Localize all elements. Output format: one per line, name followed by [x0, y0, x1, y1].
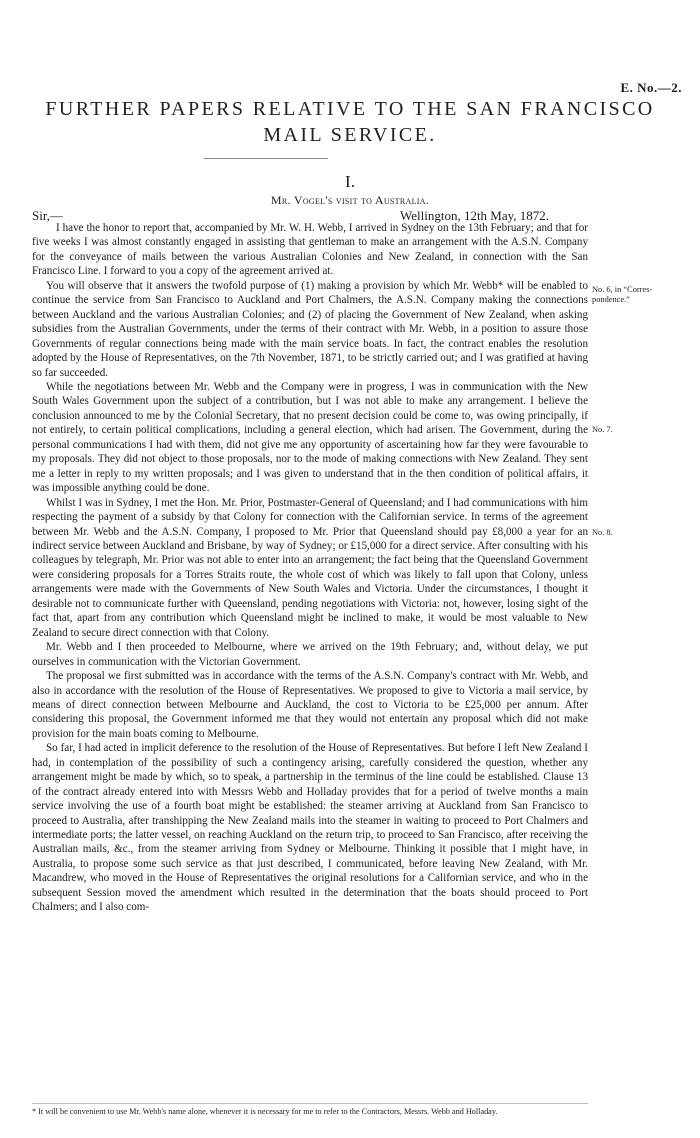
footnote: * It will be convenient to use Mr. Webb's name alone, whenever it is necessary for me to refer to the Contractors, Messrs. Webb and Holladay. [32, 1107, 498, 1116]
paragraph-2: You will observe that it answers the twofold purpose of (1) making a provision by which Mr. Webb* will be enabled to continue the service from San Francisco to Auckland and Port Chalmers, the A.S.N. Company making the connections between Auckland and the various Australian Colonies; and (2) of placing the Government of New Zealand, when asking subsidies from the Australian Governments, under the terms of their contract with Mr. Webb, in a position to assure those Governments of regular connections being made with the main service boats. In fact, the contract enables the resolution adopted by the House of Representatives, on the 7th November, 1871, to be strictly carried out; and I was gratified at having so far succeeded. [32, 279, 588, 379]
margin-note-correspondence [592, 285, 692, 305]
letter-body [32, 221, 588, 915]
paragraph-7: So far, I had acted in implicit deference to the resolution of the House of Representatives. But before I left New Zealand I had, in contemplation of the possibility of such a contingency arising, carefully considered the question, whether any arrangement might be made by which, so to speak, a partnership in the terminus of the line could be established. Clause 13 of the contract already entered into with Messrs Webb and Holladay provides that for a period of twelve months a main service involving the use of a fourth boat might be established: the steamer arriving at Auckland from San Francisco to proceed to Australia, after transhipping the New Zealand mails into the steamer in waiting to proceed to Port Chalmers and intermediate ports; the latter vessel, on reaching Auckland on the return trip, to proceed to San Francisco, after receiving the Australian mails, &c., from the steamer arriving from Sydney or Melbourne. Thinking it possible that I might have, in Australia, to propose some such service as that just described, I communicated, before leaving New Zealand, with Mr. Macandrew, who moved in the House of Representatives the original resolutions for a Californian service, and who in the subsequent Session moved the amendment which resulted in the determination that the boats should proceed to Port Chalmers; and I also com- [32, 742, 588, 914]
paragraph-6: The proposal we first submitted was in accordance with the terms of the A.S.N. Company's contract with Mr. Webb, and also in accordance with the resolution of the House of Representatives. We proposed to give to Victoria a mail service, by means of direct connection between Melbourne and Auckland, the cost to Victoria to be £25,000 per annum. After considering this proposal, the Government informed me that they would not entertain any proposal which did not make provision for the main boats coming to Melbourne. [32, 670, 588, 740]
paragraph-3: While the negotiations between Mr. Webb and the Company were in progress, I was in communication with the New South Wales Government upon the subject of a contribution, but I was not able to make any arrangement. I believe the conclusion announced to me by the Colonial Secretary, that no present decision could be come to, was owing principally, if not entirely, to certain political complications, including a general election, which had arisen. The Government, during the personal communications I had with them, did not give me any opportunity of ascertaining how far they were favourable to my proposals. They did not object to those proposals, nor to the mode of making connections with New Zealand. They sent me a letter in reply to my written proposals; and I was given to understand that in the then condition of political affairs, it was impossible anything could be done. [32, 380, 588, 495]
title-line-1: FURTHER PAPERS RELATIVE TO THE SAN FRANCISCO [45, 98, 655, 120]
margin-note-line: No. 6, in “Corres- [592, 285, 653, 294]
paragraph-1: I have the honor to report that, accompanied by Mr. W. H. Webb, I arrived in Sydney on the 13th February; and that for five weeks I was almost constantly engaged in assisting that gentleman to make an arrangement with the A.S.N. Company for the conveyance of mails between the various Australian Colonies and New Zealand, in connection with the San Francisco Line. I forward to you a copy of the agreement arrived at. [32, 222, 588, 278]
paragraph-4: Whilst I was in Sydney, I met the Hon. Mr. Prior, Postmaster-General of Queensland; and I had communications with him respecting the payment of a subsidy by that Colony for connection with the Californian service. In terms of the agreement between Mr. Webb and the A.S.N. Company, I proposed to Mr. Prior that Queensland should pay £8,000 a year for an indirect service between Auckland and Brisbane, by way of Sydney; or £15,000 for a direct service. After consulting with his colleagues by telegraph, Mr. Prior was not able to enter into an arrangement; the fact being that the Queensland Government were considering proposals for a Torres Straits route, the whole cost of which was likely to fall upon that Colony, unless arrangements were made with the Governments of New South Wales and Victoria. Under the circumstances, I thought it desirable not to communicate further with Queensland, pending negotiations with Victoria: not, however, losing sight of the fact that, apart from any contribution which Queensland might be inclined to make, it would be most valuable to New Zealand to secure direct connection with that Colony. [32, 496, 588, 639]
margin-note-no7: No. 7. [592, 425, 613, 434]
section-number: I. [345, 172, 355, 191]
margin-note-line: pondence.” [592, 295, 630, 304]
letter-date: Wellington, 12th May, 1872. [400, 208, 550, 223]
footnote-divider [32, 1103, 588, 1104]
section-heading: Mr. Vogel's visit to Australia. [270, 193, 430, 207]
title-line-2: MAIL SERVICE. [263, 124, 437, 146]
salutation: Sir,— [32, 208, 63, 223]
title-divider [204, 158, 328, 159]
paragraph-5: Mr. Webb and I then proceeded to Melbourne, where we arrived on the 19th February; and, without delay, we put ourselves in communication with the Victorian Government. [32, 641, 588, 668]
margin-note-no8: No. 8. [592, 528, 613, 537]
page-reference: E. No.—2. [620, 80, 682, 95]
document-title [0, 96, 700, 148]
